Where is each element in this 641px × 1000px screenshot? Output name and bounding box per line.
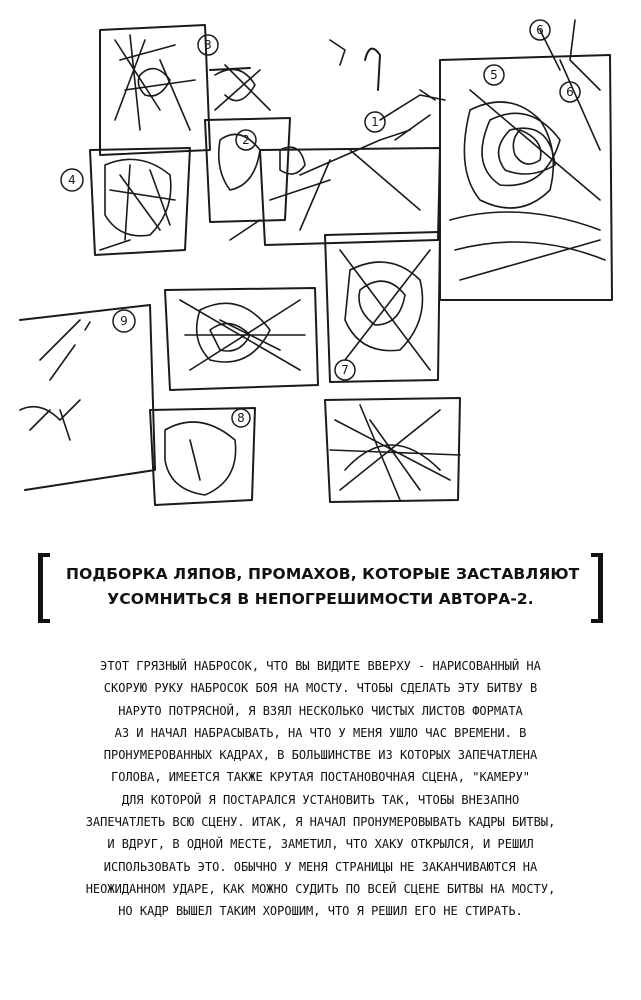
panel-number-labels [68,23,574,425]
panel-label: 5 [490,68,498,82]
panel-frames [20,25,612,505]
panel-label: 8 [237,411,245,425]
panel-label: 1 [371,115,379,129]
body-line: ДЛЯ КОТОРОЙ Я ПОСТАРАЛСЯ УСТАНОВИТЬ ТАК, ЧТОБЫ ВНЕЗАПНО [121,792,520,807]
body-line: И ВДРУГ, В ОДНОЙ МЕСТЕ, ЗАМЕТИЛ, ЧТО ХАКУ ОТКРЫЛСЯ, И РЕШИЛ [107,837,534,852]
panel-label: 9 [120,314,128,328]
body-line: ЗАПЕЧАТЛЕТЬ ВСЮ СЦЕНУ. ИТАК, Я НАЧАЛ ПРОНУМЕРОВЫВАТЬ КАДРЫ БИТВЫ, [85,815,556,830]
body-line: ПРОНУМЕРОВАННЫХ КАДРАХ, В БОЛЬШИНСТВЕ ИЗ КОТОРЫХ ЗАПЕЧАТЛЕНА [103,748,538,763]
commentary-text [28,655,613,923]
heading-block [38,553,603,625]
panel-label: 6 [566,85,574,99]
body-line: СКОРУЮ РУКУ НАБРОСОК БОЯ НА МОСТУ. ЧТОБЫ СДЕЛАТЬ ЭТУ БИТВУ В [103,681,538,696]
body-line: НАРУТО ПОТРЯСНОЙ, Я ВЗЯЛ НЕСКОЛЬКО ЧИСТЫХ ЛИСТОВ ФОРМАТА [118,703,523,718]
body-line: ГОЛОВА, ИМЕЕТСЯ ТАКЖЕ КРУТАЯ ПОСТАНОВОЧНАЯ СЦЕНА, "КАМЕРУ" [110,770,531,785]
body-line: НЕОЖИДАННОМ УДАРЕ, КАК МОЖНО СУДИТЬ ПО ВСЕЙ СЦЕНЕ БИТВЫ НА МОСТУ, [85,881,556,896]
page-heading [66,562,580,612]
body-line: А3 И НАЧАЛ НАБРАСЫВАТЬ, НА ЧТО У МЕНЯ УШЛО ЧАС ВРЕМЕНИ. В [114,725,527,740]
body-line: ИСПОЛЬЗОВАТЬ ЭТО. ОБЫЧНО У МЕНЯ СТРАНИЦЫ НЕ ЗАКАНЧИВАЮТСЯ НА [103,859,538,874]
panel-label: 7 [341,363,349,377]
heading-line: ПОДБОРКА ЛЯПОВ, ПРОМАХОВ, КОТОРЫЕ ЗАСТАВЛЯЮТ [66,565,580,583]
panel-label: 4 [68,173,76,187]
heading-line: УСОМНИТЬСЯ В НЕПОГРЕШИМОСТИ АВТОРА-2. [107,590,534,608]
body-line: ЭТОТ ГРЯЗНЫЙ НАБРОСОК, ЧТО ВЫ ВИДИТЕ ВВЕРХУ - НАРИСОВАННЫЙ НА [100,659,541,673]
left-bracket [38,553,50,623]
panel-label: 2 [242,133,250,147]
scribble-shading [20,20,605,500]
panel-label: 6 [536,23,544,37]
panel-label: 3 [204,38,212,52]
right-bracket [591,553,603,623]
body-line: НО КАДР ВЫШЕЛ ТАКИМ ХОРОШИМ, ЧТО Я РЕШИЛ ЕГО НЕ СТИРАТЬ. [118,904,523,919]
